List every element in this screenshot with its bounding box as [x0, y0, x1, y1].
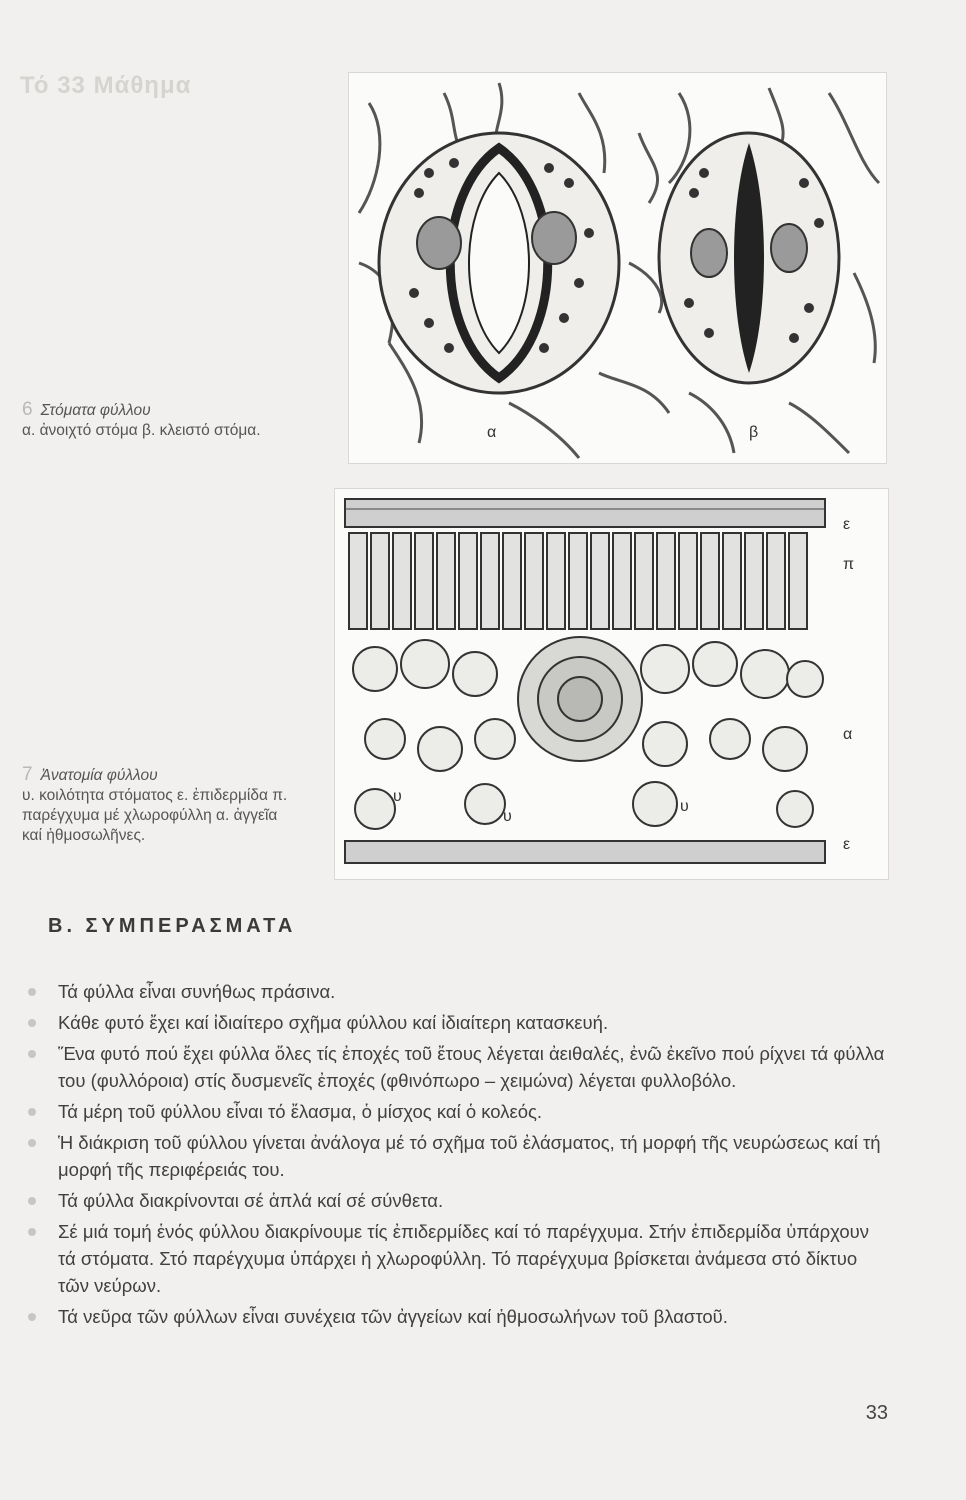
figure6-title: Στόματα φύλλου: [40, 402, 151, 419]
lower-epidermis: [345, 841, 825, 863]
list-item: Ἡ διάκριση τοῦ φύλλου γίνεται ἀνάλογα μέ τό σχῆμα τοῦ ἐλάσματος, τή μορφή τῆς νευρώσεως καί τή μορφή τῆς περιφέρειάς του.: [28, 1129, 888, 1183]
label-epidermis-top: ε: [843, 516, 851, 533]
leaf-anatomy-figure: [334, 488, 889, 880]
vascular-bundle: [518, 637, 642, 761]
section-heading: Β. ΣΥΜΠΕΡΑΣΜΑΤΑ: [48, 915, 297, 937]
label-closed-stoma: β: [749, 424, 759, 441]
list-item: Τά νεῦρα τῶν φύλλων εἶναι συνέχεια τῶν ἀγγείων καί ἡθμοσωλήνων τοῦ βλαστοῦ.: [28, 1303, 888, 1330]
list-item: Τά φύλλα διακρίνονται σέ ἁπλά καί σέ σύνθετα.: [28, 1187, 888, 1214]
list-item: Τά μέρη τοῦ φύλλου εἶναι τό ἔλασμα, ὁ μίσχος καί ὁ κολεός.: [28, 1098, 888, 1125]
list-item: Σέ μιά τομή ἑνός φύλλου διακρίνουμε τίς ἐπιδερμίδες καί τό παρέγχυμα. Στήν ἐπιδερμίδα ὑπάρχουν τά στόματα. Στό παρέγχυμα ὑπάρχει ἡ χλωροφύλλη. Τό παρέγχυμα βρίσκεται ἀνάμεσα στό δίκτυο τῶν νεύρων.: [28, 1218, 888, 1299]
upper-epidermis: [345, 499, 825, 527]
stomata-figure: [348, 72, 887, 464]
label-stomatal-cavity-3: υ: [680, 798, 689, 815]
list-item: Κάθε φυτό ἔχει καί ἰδιαίτερο σχῆμα φύλλου καί ἰδιαίτερη κατασκευή.: [28, 1009, 888, 1036]
stomata-illustration: [349, 73, 886, 463]
figure7-number: 7: [22, 764, 33, 785]
figure6-caption-text: α. ἀνοιχτό στόμα β. κλειστό στόμα.: [22, 422, 261, 439]
leaf-anatomy-illustration: [335, 489, 888, 879]
background-title: Τό 33 Μάθημα: [20, 72, 192, 99]
closed-stoma: [659, 133, 839, 383]
conclusions-list: [28, 978, 888, 1334]
label-vessels: α: [843, 726, 853, 743]
page-number: 33: [865, 1402, 888, 1424]
open-stoma: [379, 133, 619, 393]
figure7-caption-text: υ. κοιλότητα στόματος ε. ἐπιδερμίδα π. παρέγχυμα μέ χλωροφύλλη α. ἀγγεῖα καί ἡθμοσωλῆνες.: [22, 787, 288, 844]
label-palisade: π: [843, 556, 855, 573]
label-epidermis-bottom: ε: [843, 836, 851, 853]
label-stomatal-cavity-1: υ: [393, 788, 402, 805]
figure7-caption: [22, 765, 292, 846]
figure7-title: Ἀνατομία φύλλου: [40, 767, 158, 784]
list-item: Ἕνα φυτό πού ἔχει φύλλα ὅλες τίς ἐποχές τοῦ ἔτους λέγεται ἀειθαλές, ἐνῶ ἐκεῖνο πού ρίχνει τά φύλλα του (φυλλόροια) στίς δυσμενεῖς ἐποχές (φθινόπωρο – χειμώνα) λέγεται φυλλοβόλο.: [28, 1040, 888, 1094]
palisade-layer: [349, 533, 807, 629]
figure6-caption: [22, 400, 322, 441]
list-item: Τά φύλλα εἶναι συνήθως πράσινα.: [28, 978, 888, 1005]
figure6-number: 6: [22, 399, 33, 420]
label-open-stoma: α: [487, 424, 497, 441]
label-stomatal-cavity-2: υ: [503, 808, 512, 825]
